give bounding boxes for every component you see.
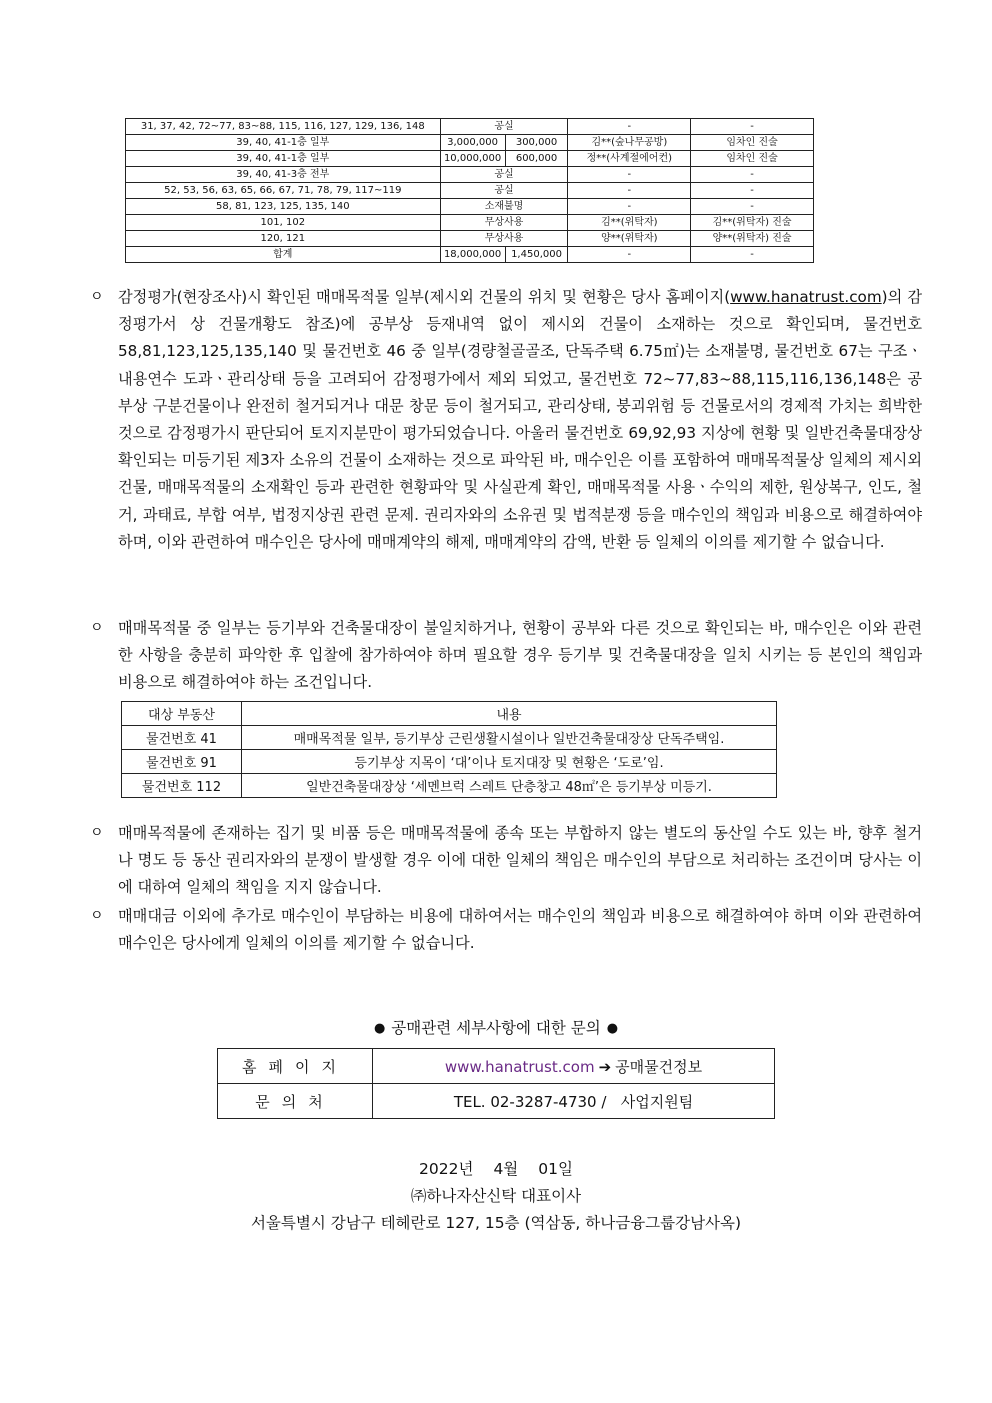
total-deposit-cell: 18,000,000 (440, 247, 505, 263)
property-cell: 물건번호 112 (122, 774, 242, 798)
rent-cell: 600,000 (505, 151, 568, 167)
contact-table (217, 1048, 775, 1119)
note-cell: - (691, 167, 814, 183)
note-cell: - (691, 119, 814, 135)
status-cell: 공실 (440, 167, 568, 183)
occupant-cell: 정**(사계절에어컨) (568, 151, 691, 167)
occupant-cell: 김**(위탁자) (568, 215, 691, 231)
discrepancy-table (121, 701, 777, 798)
contact-title-text: 공매관련 세부사항에 대한 문의 (391, 1019, 601, 1037)
column-header: 대상 부동산 (122, 702, 242, 726)
table-row (126, 119, 814, 135)
table-header-row (122, 702, 777, 726)
target-cell: 120, 121 (126, 231, 441, 247)
target-cell: 52, 53, 56, 63, 65, 66, 67, 71, 78, 79, 117~119 (126, 183, 441, 199)
note-cell: 양**(위탁자) 진술 (691, 231, 814, 247)
status-cell: 무상사용 (440, 231, 568, 247)
inquiry-value: TEL. 02-3287-4730 / 사업지원팀 (373, 1084, 775, 1119)
inquiry-label: 문의처 (218, 1084, 373, 1119)
bullet-icon: ㅇ (90, 825, 104, 841)
table-row (218, 1049, 775, 1084)
property-cell: 물건번호 41 (122, 726, 242, 750)
bullet-icon: ㅇ (90, 908, 104, 924)
date-year: 2022년 (419, 1160, 474, 1178)
status-cell: 소재불명 (440, 199, 568, 215)
occupant-cell: 김**(숲나무공방) (568, 135, 691, 151)
table-row (126, 231, 814, 247)
occupant-cell: - (568, 199, 691, 215)
target-cell: 31, 37, 42, 72~77, 83~88, 115, 116, 127, 129, 136, 148 (126, 119, 441, 135)
homepage-label: 홈페이지 (218, 1049, 373, 1084)
notice-paragraph-registry-mismatch (88, 615, 922, 697)
document-date (0, 1157, 992, 1179)
occupant-cell: 양**(위탁자) (568, 231, 691, 247)
table-row (122, 750, 777, 774)
note-cell: - (691, 199, 814, 215)
paragraph-text: 매매목적물에 존재하는 집기 및 비품 등은 매매목적물에 종속 또는 부합하지 않는 별도의 동산일 수도 있는 바, 향후 철거나 명도 등 동산 권리자와의 분쟁이 발생할 경우 이에 대한 일체의 책임은 매수인의 부담으로 처리하는 조건이며 당사는 이에 대하여 일체의 책임을 지지 않습니다. (118, 824, 922, 897)
table-row (126, 215, 814, 231)
rent-cell: 300,000 (505, 135, 568, 151)
notice-paragraph-additional-costs (88, 903, 922, 957)
note-cell: - (691, 183, 814, 199)
table-row (126, 151, 814, 167)
table-row (126, 183, 814, 199)
total-label-cell: 합계 (126, 247, 441, 263)
table-row (218, 1084, 775, 1119)
occupant-cell: - (568, 119, 691, 135)
content-cell: 매매목적물 일부, 등기부상 근린생활시설이나 일반건축물대장상 단독주택임. (242, 726, 777, 750)
occupant-cell: - (568, 167, 691, 183)
notice-paragraph-movables (88, 820, 922, 902)
property-cell: 물건번호 91 (122, 750, 242, 774)
note-cell: 김**(위탁자) 진술 (691, 215, 814, 231)
paragraph-text: 감정평가(현장조사)시 확인된 매매목적물 일부(제시외 건물의 위치 및 현황은 당사 홈페이지( (118, 288, 731, 306)
target-cell: 101, 102 (126, 215, 441, 231)
content-cell: 등기부상 지목이 ‘대’이나 토지대장 및 현황은 ‘도로’임. (242, 750, 777, 774)
company-address: 서울특별시 강남구 테헤란로 127, 15층 (역삼동, 하나금융그룹강남사옥) (250, 1214, 742, 1232)
homepage-value (373, 1049, 775, 1084)
contact-title (0, 1016, 992, 1038)
paragraph-text: 매매대금 이외에 추가로 매수인이 부담하는 비용에 대하여서는 매수인의 책임과 비용으로 해결하여야 하며 이와 관련하여 매수인은 당사에게 일체의 이의를 제기할 수 없습니다. (118, 907, 922, 953)
status-cell: 공실 (440, 119, 568, 135)
homepage-url-link[interactable]: www.hanatrust.com (444, 1057, 595, 1076)
bullet-dot-icon: ● (606, 1021, 619, 1036)
deposit-cell: 3,000,000 (440, 135, 505, 151)
content-cell: 일반건축물대장상 ‘세멘브럭 스레트 단층창고 48㎡’은 등기부상 미등기. (242, 774, 777, 798)
column-header: 내용 (242, 702, 777, 726)
target-cell: 39, 40, 41-3층 전부 (126, 167, 441, 183)
company-name: ㈜하나자산신탁 대표이사 (410, 1187, 582, 1205)
table-total-row (126, 247, 814, 263)
bullet-icon: ㅇ (90, 289, 104, 305)
target-cell: 39, 40, 41-1층 일부 (126, 135, 441, 151)
note-cell: 임차인 진술 (691, 151, 814, 167)
occupant-cell: - (568, 183, 691, 199)
bullet-dot-icon: ● (373, 1021, 386, 1036)
paragraph-text: 매매목적물 중 일부는 등기부와 건축물대장이 불일치하거나, 현황이 공부와 다른 것으로 확인되는 바, 매수인은 이와 관련한 사항을 충분히 파악한 후 입찰에 참가하여야 하며 필요할 경우 등기부 및 건축물대장을 일치 시키는 등 본인의 책임과 비용으로 해결하여야 하는 조건입니다. (118, 619, 922, 692)
table-row (122, 726, 777, 750)
target-cell: 58, 81, 123, 125, 135, 140 (126, 199, 441, 215)
target-cell: 39, 40, 41-1층 일부 (126, 151, 441, 167)
occupant-cell: - (568, 247, 691, 263)
total-rent-cell: 1,450,000 (505, 247, 568, 263)
homepage-target: 공매물건정보 (615, 1057, 703, 1076)
table-row (126, 167, 814, 183)
table-row (126, 199, 814, 215)
note-cell: - (691, 247, 814, 263)
bullet-icon: ㅇ (90, 620, 104, 636)
deposit-cell: 10,000,000 (440, 151, 505, 167)
note-cell: 임차인 진술 (691, 135, 814, 151)
paragraph-text: )의 감정평가서 상 건물개황도 참조)에 공부상 등재내역 없이 제시외 건물이 소재하는 것으로 확인되며, 물건번호 58,81,123,125,135,140 및 물건번호 46 중 일부(경량철골골조, 단독주택 6.75㎡)는 소재불명, 물건번호 67는 구조ㆍ내용연수 도과ㆍ관리상태 등을 고려되어 감정평가에서 제외 되었고, 물건번호 72~77,83~88,115,116,136,148은 공부상 구분건물이나 완전히 철거되거나 대문 창문 등이 철거되고, 관리상태, 붕괴위험 등 건물로서의 경제적 가치는 희박한 것으로 감정평가시 판단되어 토지지분만이 평가되었습니다. 아울러 물건번호 69,92,93 지상에 현황 및 일반건축물대장상 확인되는 미등기된 제3자 소유의 건물이 소재하는 것으로 파악된 바, 매수인은 이를 포함하여 매매목적물상 일체의 제시외 건물, 매매목적물의 소재확인 등과 관련한 현황파악 및 사실관계 확인, 매매목적물 사용ㆍ수익의 제한, 원상복구, 인도, 철거, 과태료, 부합 여부, 법정지상권 관련 문제. 권리자와의 소유권 및 법적분쟁 등을 매수인의 책임과 비용으로 해결하여야 하며, 이와 관련하여 매수인은 당사에 매매계약의 해제, 매매계약의 감액, 반환 등 일체의 이의를 제기할 수 없습니다. (118, 288, 922, 551)
table-row (122, 774, 777, 798)
notice-paragraph-appraisal (88, 284, 922, 556)
arrow-right-icon: ➔ (598, 1057, 612, 1076)
date-month: 4월 (493, 1160, 519, 1178)
property-status-table (125, 118, 814, 263)
table-row (126, 135, 814, 151)
date-day: 01일 (538, 1160, 573, 1178)
homepage-link[interactable]: www.hanatrust.com (730, 288, 882, 306)
status-cell: 무상사용 (440, 215, 568, 231)
status-cell: 공실 (440, 183, 568, 199)
